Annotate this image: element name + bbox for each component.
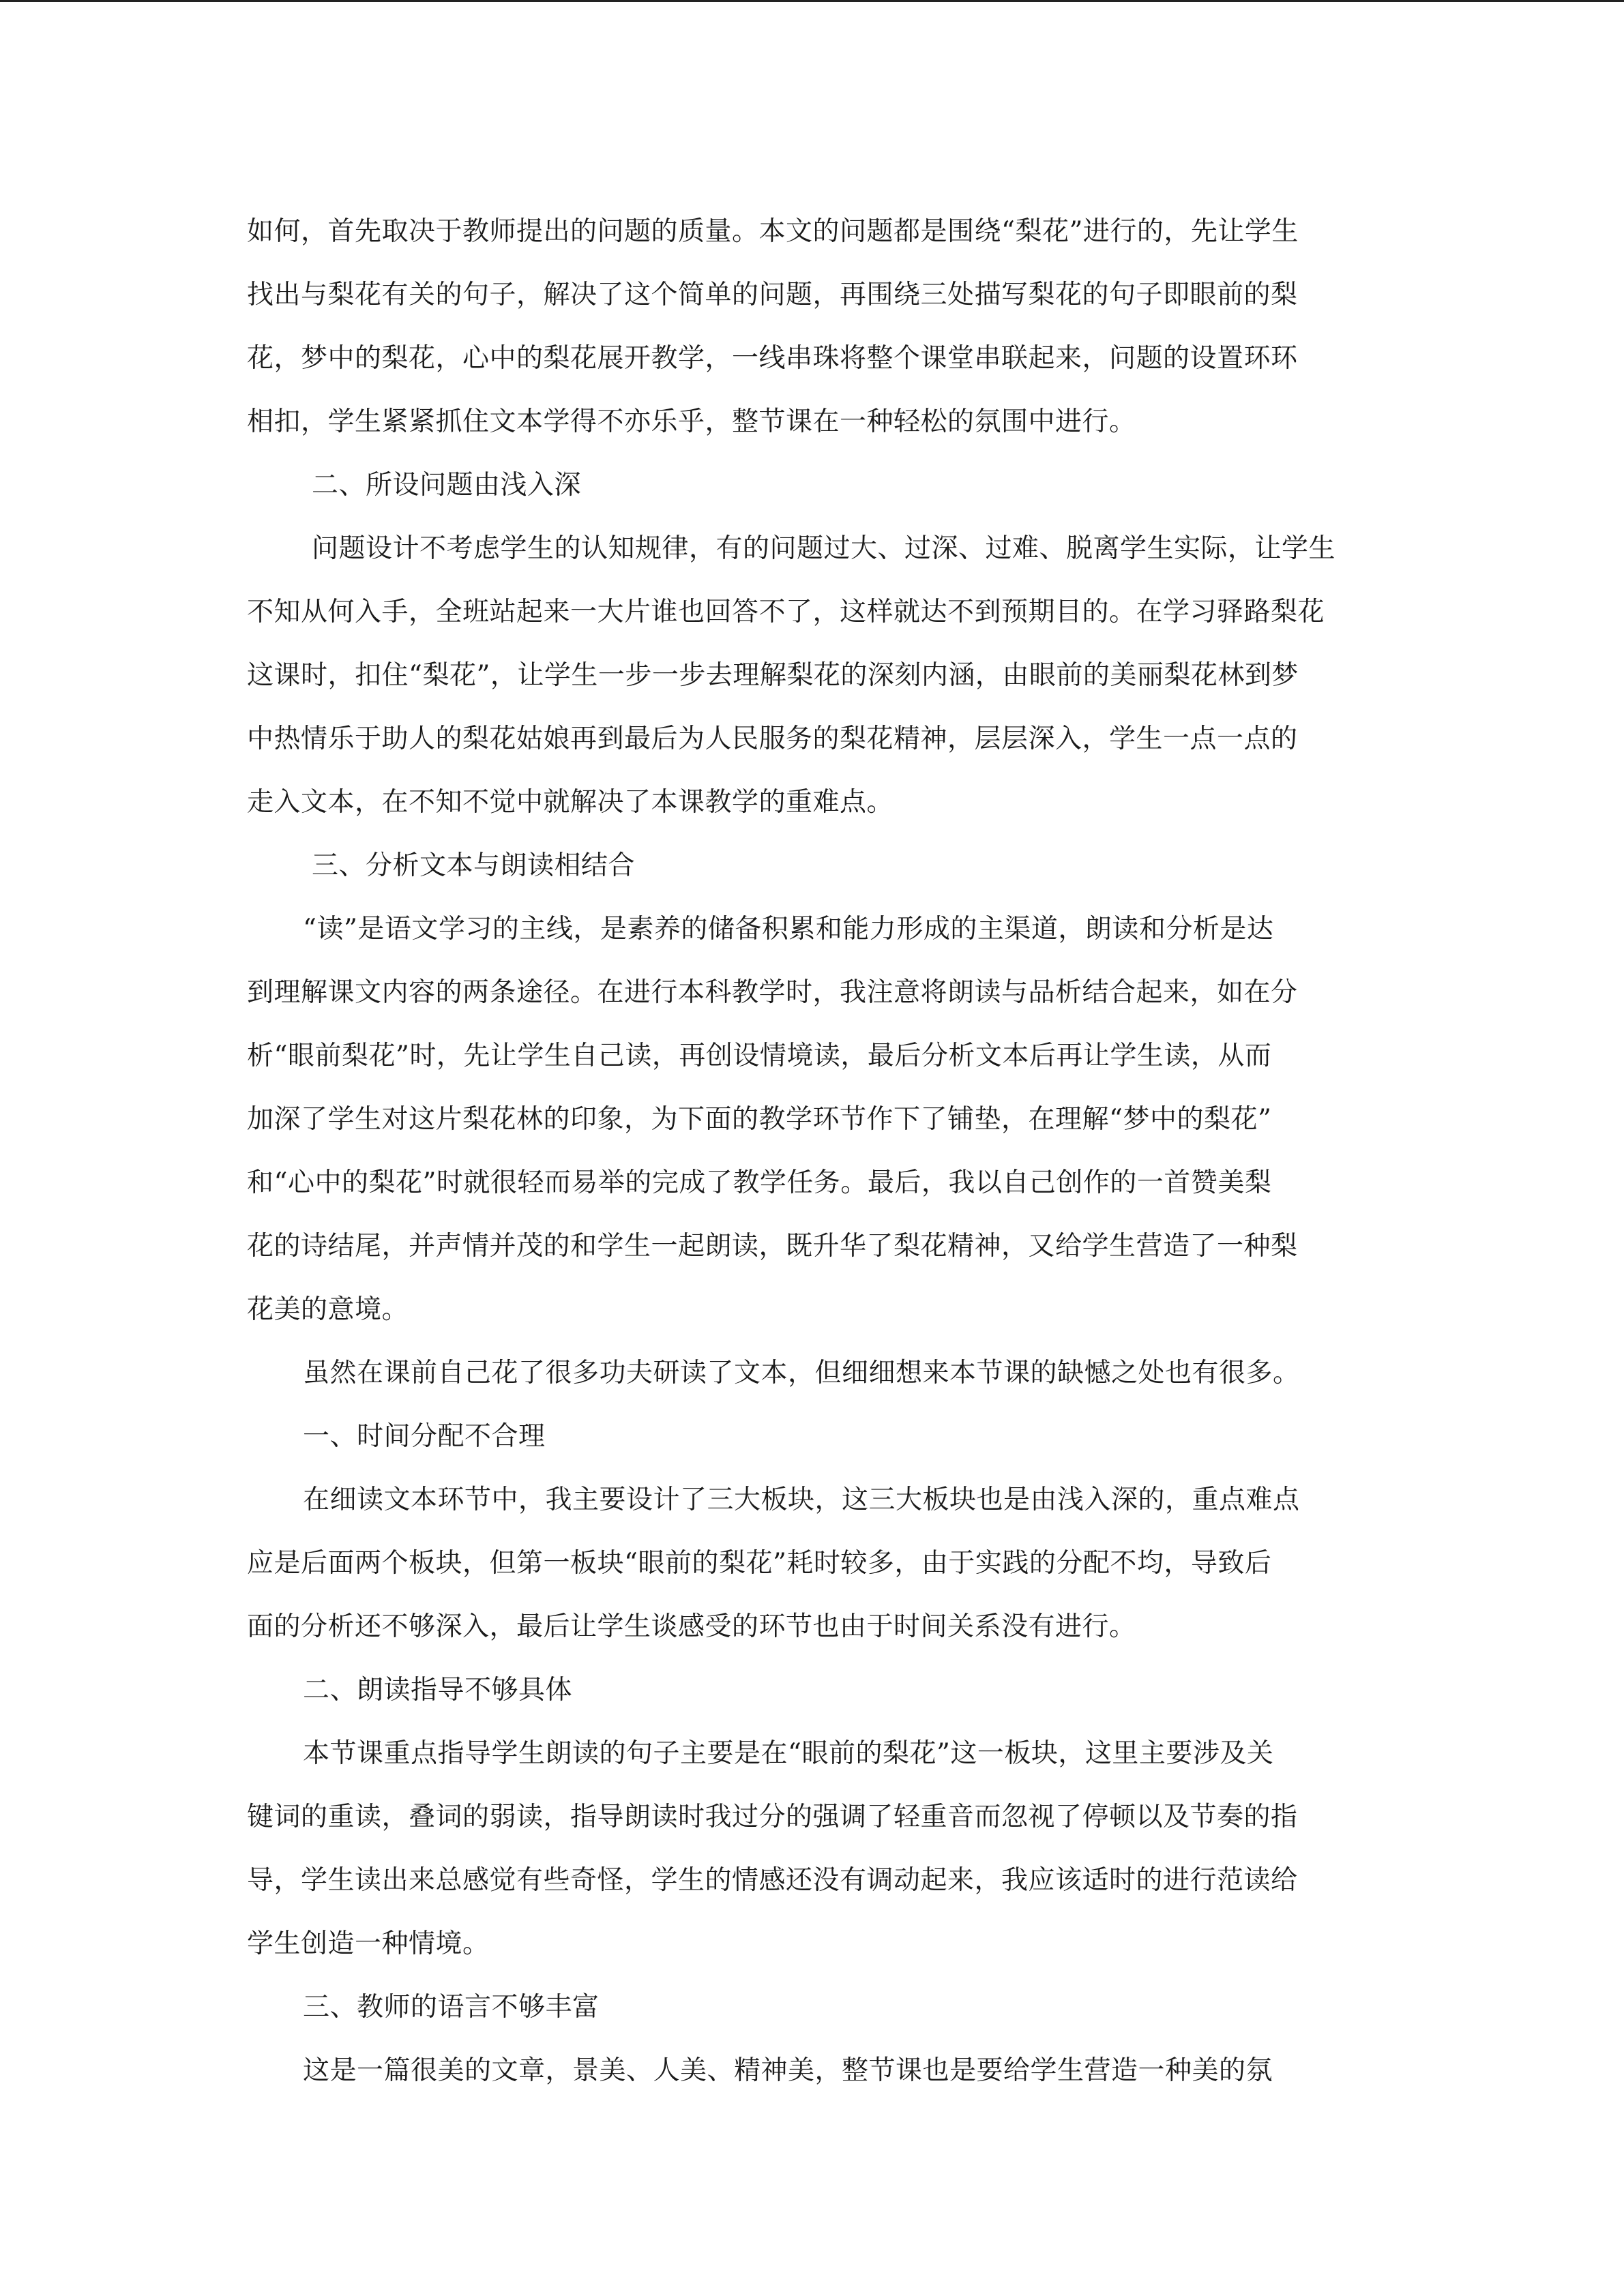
paragraph-line: 这课时，扣住“梨花”，让学生一步一步去理解梨花的深刻内涵，由眼前的美丽梨花林到梦 — [247, 660, 1299, 691]
section-heading: 二、所设问题由浅入深 — [312, 470, 582, 501]
paragraph-line: “读”是语文学习的主线，是素养的储备积累和能力形成的主渠道，朗读和分析是达 — [303, 914, 1274, 944]
paragraph-line: 面的分析还不够深入，最后让学生谈感受的环节也由于时间关系没有进行。 — [247, 1611, 1136, 1642]
paragraph-line: 虽然在课前自己花了很多功夫研读了文本，但细细想来本节课的缺憾之处也有很多。 — [303, 1358, 1300, 1388]
paragraph-line: 走入文本，在不知不觉中就解决了本课教学的重难点。 — [247, 787, 894, 818]
paragraph-line: 学生创造一种情境。 — [247, 1928, 490, 1959]
paragraph-line: 问题设计不考虑学生的认知规律，有的问题过大、过深、过难、脱离学生实际，让学生 — [312, 533, 1336, 564]
paragraph-line: 导，学生读出来总感觉有些奇怪，学生的情感还没有调动起来，我应该适时的进行范读给 — [247, 1865, 1298, 1896]
paragraph-line: 加深了学生对这片梨花林的印象，为下面的教学环节作下了铺垫，在理解“梦中的梨花” — [247, 1104, 1272, 1135]
paragraph-line: 析“眼前梨花”时，先让学生自己读，再创设情境读，最后分析文本后再让学生读，从而 — [247, 1041, 1272, 1071]
top-border-line — [0, 0, 1624, 2]
paragraph-line: 到理解课文内容的两条途径。在进行本科教学时，我注意将朗读与品析结合起来，如在分 — [247, 977, 1298, 1008]
paragraph-line: 花美的意境。 — [247, 1294, 409, 1325]
paragraph-line: 本节课重点指导学生朗读的句子主要是在“眼前的梨花”这一板块，这里主要涉及关 — [303, 1738, 1274, 1769]
section-heading: 三、分析文本与朗读相结合 — [312, 850, 636, 881]
section-heading: 三、教师的语言不够丰富 — [303, 1992, 600, 2023]
paragraph-line: 和“心中的梨花”时就很轻而易举的完成了教学任务。最后，我以自己创作的一首赞美梨 — [247, 1167, 1272, 1198]
paragraph-line: 找出与梨花有关的句子，解决了这个简单的问题，再围绕三处描写梨花的句子即眼前的梨 — [247, 280, 1298, 310]
paragraph-line: 花，梦中的梨花，心中的梨花展开教学，一线串珠将整个课堂串联起来，问题的设置环环 — [247, 343, 1298, 374]
section-heading: 一、时间分配不合理 — [303, 1421, 546, 1452]
paragraph-line: 在细读文本环节中，我主要设计了三大板块，这三大板块也是由浅入深的，重点难点 — [303, 1485, 1300, 1515]
document-page — [247, 200, 1379, 2102]
paragraph-line: 键词的重读，叠词的弱读，指导朗读时我过分的强调了轻重音而忽视了停顿以及节奏的指 — [247, 1802, 1298, 1832]
paragraph-line: 应是后面两个板块，但第一板块“眼前的梨花”耗时较多，由于实践的分配不均，导致后 — [247, 1548, 1272, 1579]
paragraph-line: 这是一篇很美的文章，景美、人美、精神美，整节课也是要给学生营造一种美的氛 — [303, 2055, 1273, 2086]
paragraph-line: 如何，首先取决于教师提出的问题的质量。本文的问题都是围绕“梨花”进行的，先让学生 — [247, 216, 1299, 247]
paragraph-line: 花的诗结尾，并声情并茂的和学生一起朗读，既升华了梨花精神，又给学生营造了一种梨 — [247, 1231, 1298, 1262]
section-heading: 二、朗读指导不够具体 — [303, 1675, 573, 1705]
paragraph-line: 中热情乐于助人的梨花姑娘再到最后为人民服务的梨花精神，层层深入，学生一点一点的 — [247, 724, 1298, 754]
paragraph-line: 不知从何入手，全班站起来一大片谁也回答不了，这样就达不到预期目的。在学习驿路梨花 — [247, 597, 1325, 627]
paragraph-line: 相扣，学生紧紧抓住文本学得不亦乐乎，整节课在一种轻松的氛围中进行。 — [247, 406, 1136, 437]
